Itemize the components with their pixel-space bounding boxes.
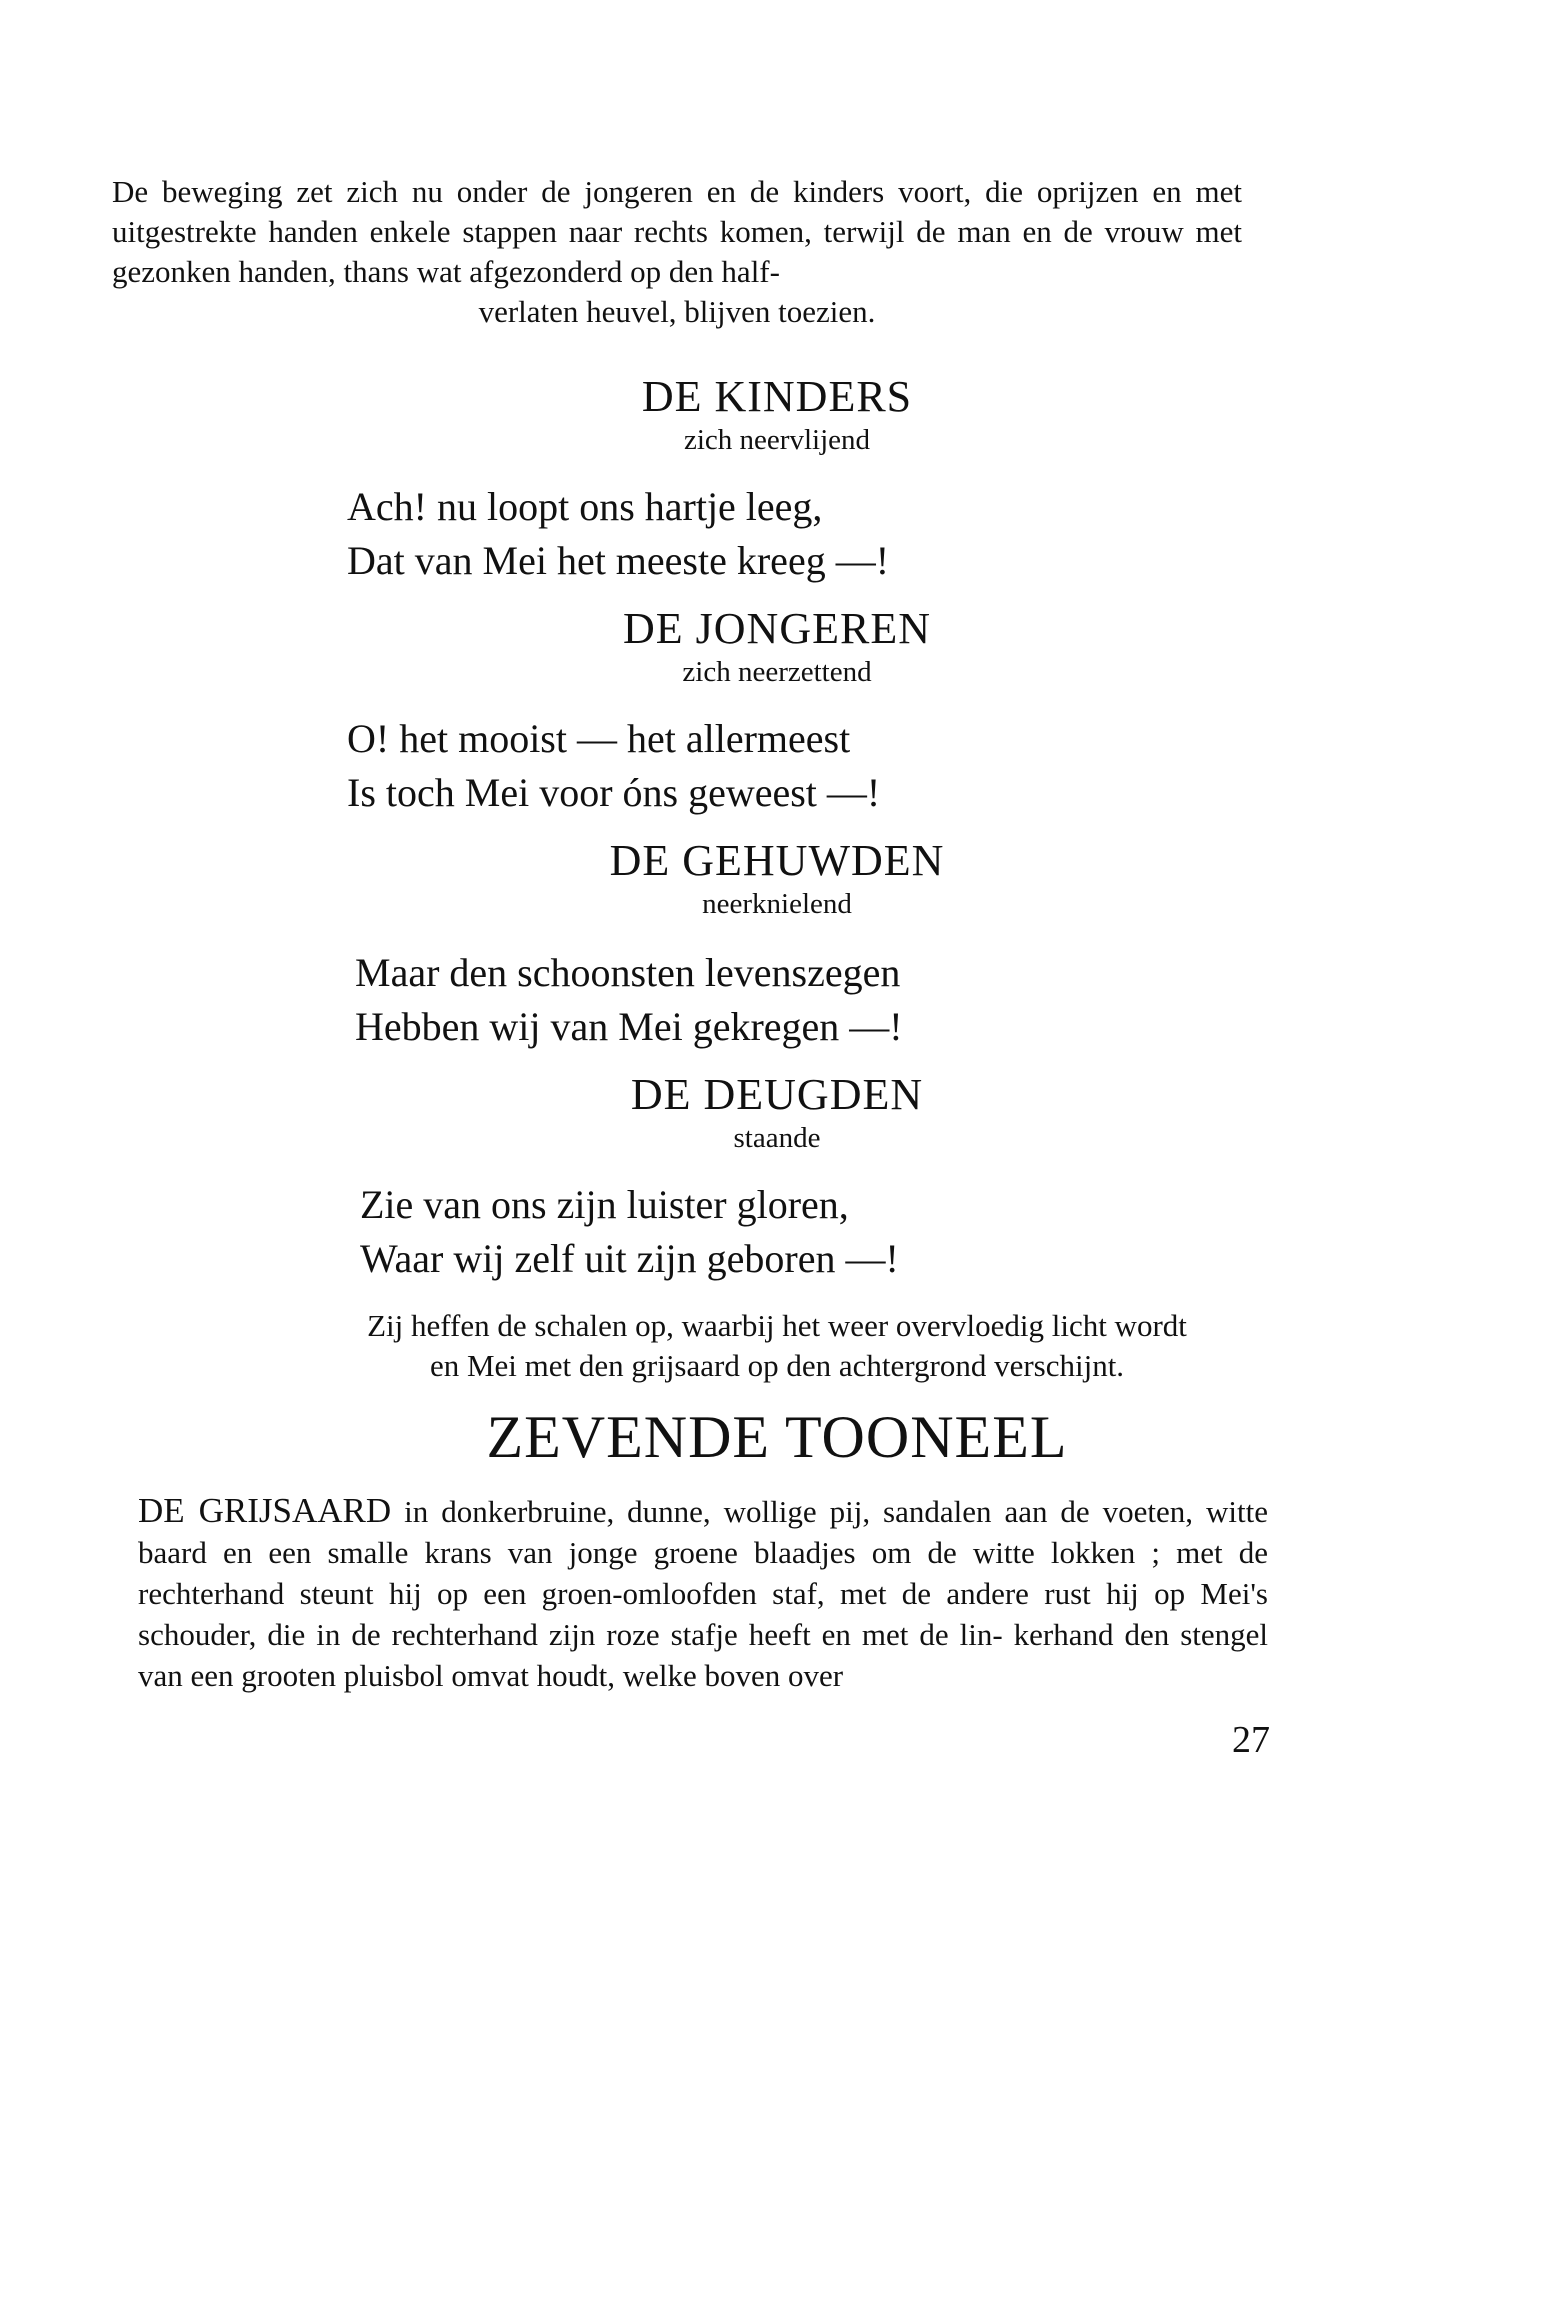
- stage-direction-line: De beweging zet zich nu onder de jongeren en de kinders voort, die oprijzen: [112, 174, 1139, 209]
- verse-lines: [360, 1178, 899, 1286]
- verse-line: Zie van ons zijn luister gloren,: [360, 1182, 849, 1227]
- speaker-name: DE JONGEREN: [623, 604, 931, 653]
- stage-direction-line: en met uitgestrekte handen enkele stappen naar rechts komen, terwijl de man: [112, 174, 1242, 249]
- verse-lines: [347, 480, 889, 588]
- speaker-block-deugden: [0, 1070, 1554, 1156]
- stage-direction-line: en de vrouw met gezonken handen, thans wat afgezonderd op den half-: [112, 214, 1243, 289]
- scene-description-line: met de rechterhand steunt hij op een groen-omloofden staf, met de andere rust: [138, 1535, 1269, 1611]
- verse-line: Dat van Mei het meeste kreeg —!: [347, 538, 890, 583]
- verse-line: O! het mooist — het allermeest: [347, 716, 851, 761]
- speaker-block-gehuwden: [0, 836, 1554, 922]
- stage-direction-mid: [0, 1306, 1554, 1386]
- speaker-direction: neerknielend: [702, 888, 852, 920]
- verse-line: Ach! nu loopt ons hartje leeg,: [347, 484, 823, 529]
- speaker-direction: zich neerzettend: [682, 656, 872, 688]
- stage-direction-line: en Mei met den grijsaard op den achtergrond verschijnt.: [429, 1348, 1125, 1383]
- speaker-block-kinders: [0, 372, 1554, 458]
- stage-direction-top: [112, 172, 1242, 332]
- speaker-name: DE KINDERS: [641, 372, 913, 421]
- speaker-direction: staande: [733, 1122, 821, 1154]
- verse-lines: [347, 712, 880, 820]
- scene-description-line: in donkerbruine, dunne, wollige pij, sandalen aan de voeten,: [391, 1494, 1194, 1529]
- scene-description-line: hij op Mei's schouder, die in de rechterhand zijn roze stafje heeft en met de lin-: [138, 1576, 1268, 1652]
- scene-description-line: kerhand den stengel van een grooten pluisbol omvat houdt, welke boven over: [138, 1617, 1269, 1693]
- page-number: 27: [1232, 1719, 1270, 1761]
- scene-description: [138, 1490, 1268, 1696]
- stage-direction-line: Zij heffen de schalen op, waarbij het weer overvloedig licht wordt: [367, 1308, 1187, 1343]
- verse-lines: [355, 946, 903, 1054]
- verse-line: Waar wij zelf uit zijn geboren —!: [360, 1236, 899, 1281]
- stage-direction-line: verlaten heuvel, blijven toezien.: [478, 294, 876, 329]
- scene-title: ZEVENDE TOONEEL: [486, 1404, 1068, 1470]
- verse-line: Is toch Mei voor óns geweest —!: [347, 770, 881, 815]
- speaker-direction: zich neervlijend: [684, 424, 870, 456]
- verse-line: Maar den schoonsten levenszegen: [355, 950, 901, 995]
- speaker-name: DE GEHUWDEN: [609, 836, 945, 885]
- speaker-name: DE DEUGDEN: [630, 1070, 924, 1119]
- scene-description-line: witte baard en een smalle krans van jonge groene blaadjes om de witte lokken ;: [138, 1494, 1268, 1570]
- character-name: DE GRIJSAARD: [138, 1491, 392, 1530]
- speaker-block-jongeren: [0, 604, 1554, 690]
- verse-line: Hebben wij van Mei gekregen —!: [355, 1004, 903, 1049]
